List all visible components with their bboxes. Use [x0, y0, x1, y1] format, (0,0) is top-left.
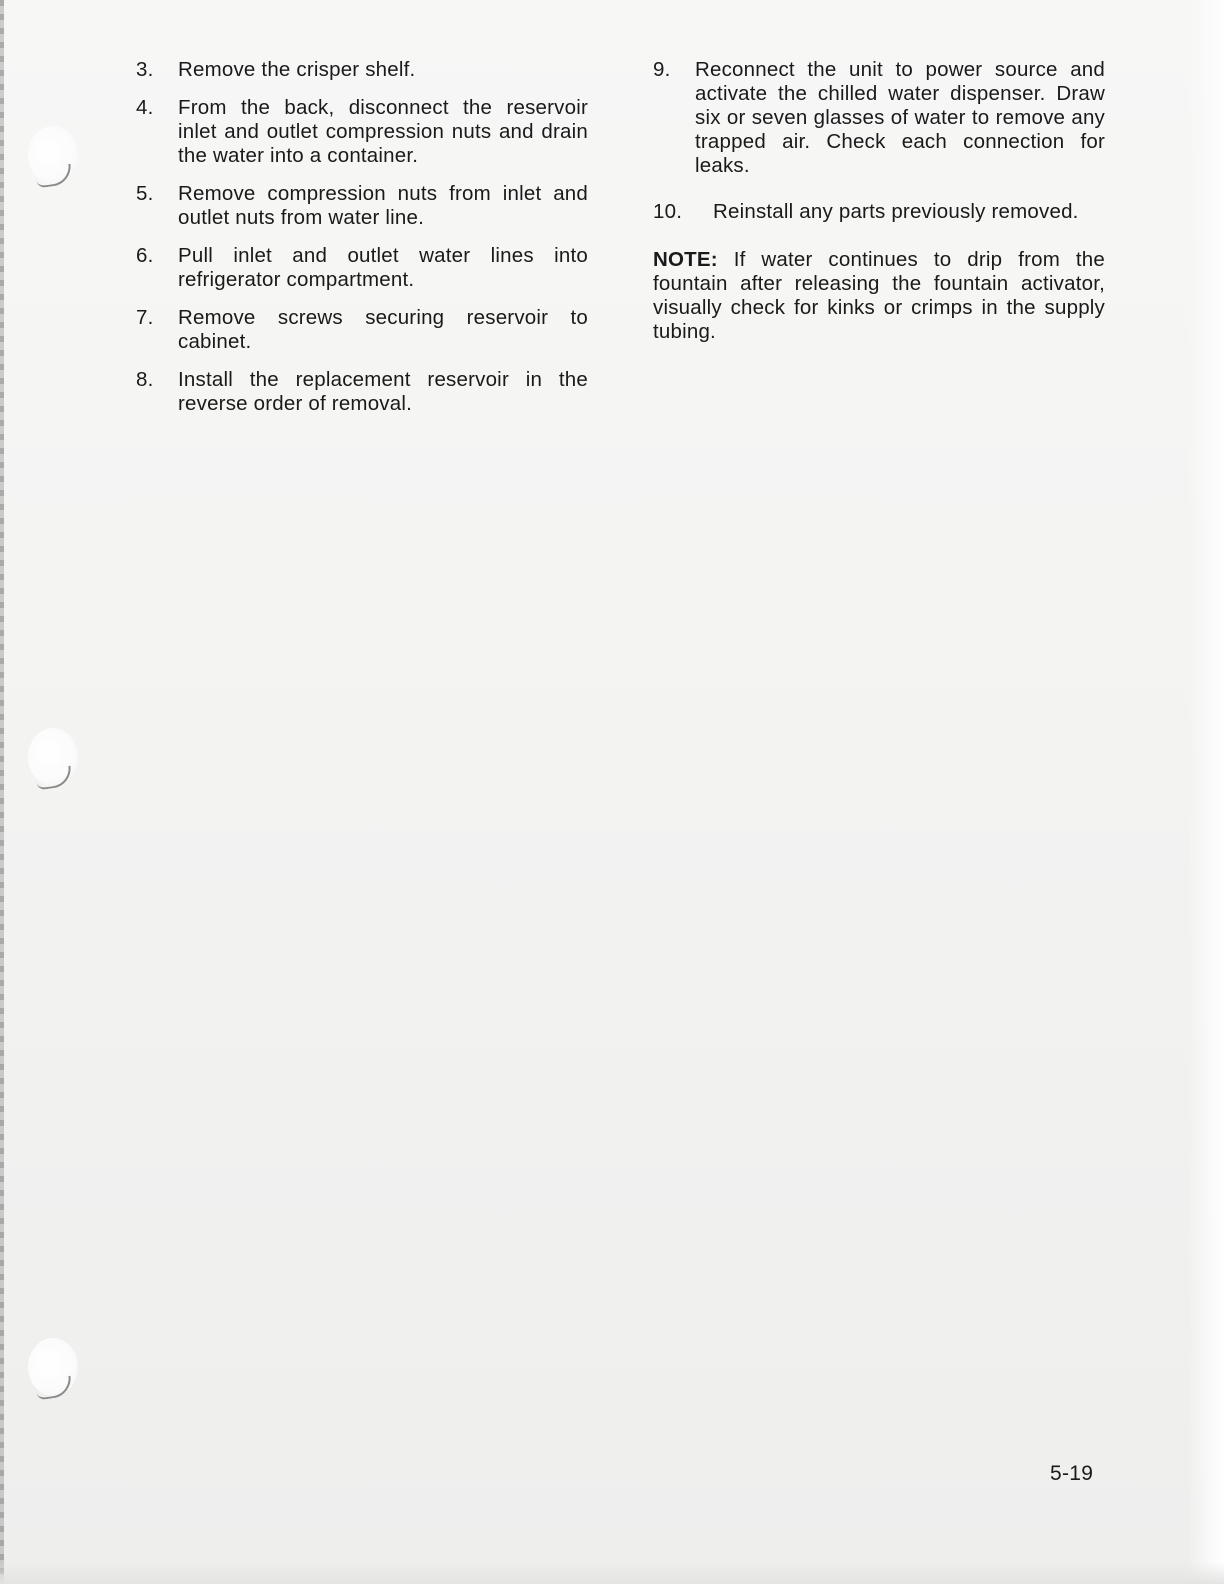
- punch-hole-top: [28, 126, 78, 184]
- step-number: 9.: [653, 58, 671, 81]
- step-5: [136, 182, 588, 230]
- page-left-edge: [0, 0, 4, 1584]
- page-right-edge: [1188, 0, 1224, 1584]
- step-3: [136, 58, 588, 82]
- step-10: [653, 200, 1105, 224]
- right-column: [653, 58, 1105, 344]
- step-text: Remove compression nuts from inlet and outlet nuts from water line.: [178, 182, 588, 229]
- note-text: If water continues to drip from the fountain after releasing the fountain activator, visually check for kinks or crimps in the supply tubing.: [653, 248, 1105, 343]
- step-number: 8.: [136, 368, 154, 391]
- step-4: [136, 96, 588, 168]
- step-text: Reconnect the unit to power source and activate the chilled water dispenser. Draw six or seven glasses of water to remove any trapped air. Check each connection for leaks.: [695, 58, 1105, 177]
- step-text: Reinstall any parts previously removed.: [713, 200, 1079, 223]
- page-bottom-edge: [0, 1562, 1224, 1584]
- punch-hole-bottom: [28, 1338, 78, 1396]
- step-8: [136, 368, 588, 416]
- punch-hole-middle: [28, 728, 78, 786]
- step-number: 6.: [136, 244, 154, 267]
- step-text: Remove screws securing reservoir to cabinet.: [178, 306, 588, 353]
- step-number: 10.: [653, 200, 683, 223]
- step-text: Install the replacement reservoir in the reverse order of removal.: [178, 368, 588, 415]
- step-number: 7.: [136, 306, 154, 329]
- page-number: 5-19: [1050, 1462, 1094, 1485]
- step-number: 3.: [136, 58, 154, 81]
- step-7: [136, 306, 588, 354]
- step-9: [653, 58, 1105, 178]
- step-number: 5.: [136, 182, 154, 205]
- step-number: 4.: [136, 96, 154, 119]
- step-text: From the back, disconnect the reservoir inlet and outlet compression nuts and drain the water into a container.: [178, 96, 588, 167]
- note-paragraph: [653, 248, 1105, 344]
- left-column: [136, 58, 588, 430]
- step-text: Remove the crisper shelf.: [178, 58, 416, 81]
- step-text: Pull inlet and outlet water lines into refrigerator compartment.: [178, 244, 588, 291]
- note-label: NOTE:: [653, 248, 718, 271]
- step-6: [136, 244, 588, 292]
